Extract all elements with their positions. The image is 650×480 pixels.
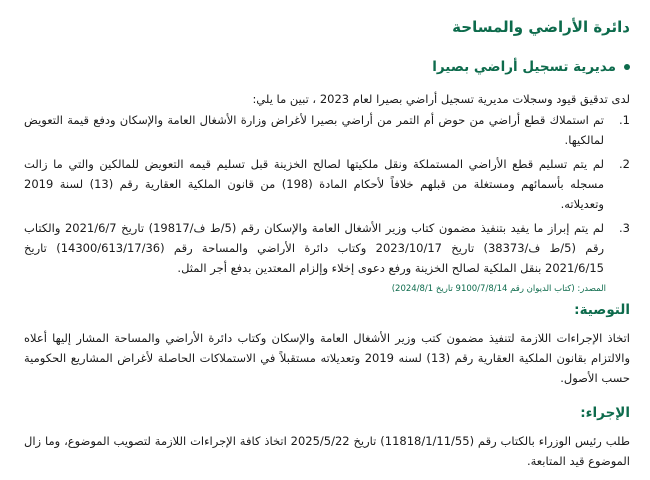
findings-list [24,110,630,282]
bullet-icon [624,64,630,70]
finding-number: 2. [619,157,630,171]
directorate-title-text: مديرية تسجيل أراضي بصيرا [432,59,616,75]
intro-text: لدى تدقيق قيود وسجلات مديرية تسجيل أراضي بصيرا لعام 2023 ، تبين ما يلي: [252,92,630,106]
finding-text: لم يتم إبراز ما يفيد بتنفيذ مضمون كتاب وزير الأشغال العامة والإسكان رقم (5/ط ف/19817) تاريخ 2021/6/7 والكتاب رقم (5/ط ف/38373) تاريخ 2023/10/17 وكتاب دائرة الأراضي والمساحة رقم (14300/613/17/36) تاريخ 2021/6/15 بنقل الملكية لصالح الخزينة ورفع دعوى إخلاء وإلزام المعتدين بدفع أجر المثل. [24,221,604,275]
finding-item [24,110,630,150]
finding-text: لم يتم تسليم قطع الأراضي المستملكة ونقل ملكيتها لصالح الخزينة قبل تسليم قيمه التعويض للمالكين والتي ما زالت مسجله بأسمائهم ومستغلة من قبلهم خلافاً لأحكام المادة (198) من قانون الملكية العقارية رقم (13) لسنة 2019 وتعديلاته. [24,157,604,211]
finding-number: 3. [619,221,630,235]
report-page [14,0,636,480]
finding-text: تم استملاك قطع أراضي من حوض أم التمر من أراضي بصيرا لأغراض وزارة الأشغال العامة والإسكان ودفع قيمة التعويض لمالكيها. [24,113,604,147]
recommendation-heading: التوصية: [574,302,630,318]
procedure-text: طلب رئيس الوزراء بالكتاب رقم (11818/1/11/55) تاريخ 2025/5/22 اتخاذ كافة الإجراءات اللازمة لتصويب الموضوع، وما زال الموضوع قيد المتابعة. [24,434,630,468]
procedure-heading: الإجراء: [580,405,630,421]
finding-number: 1. [619,113,630,127]
directorate-title [432,59,630,75]
finding-item [24,218,630,278]
department-title: دائرة الأراضي والمساحة [452,18,630,36]
source-note: المصدر: (كتاب الديوان رقم 9100/7/8/14 تاريخ 2024/8/1) [391,284,606,294]
finding-item [24,154,630,214]
recommendation-text: اتخاذ الإجراءات اللازمة لتنفيذ مضمون كتب وزير الأشغال العامة والإسكان وكتاب دائرة الأراضي والمساحة المشار إليها أعلاه والالتزام بقانون الملكية العقارية رقم (13) لسنه 2019 وتعديلاته مستقبلاً في الاستملاكات الحاصلة لأغراض المشاريع الحكومية حسب الأصول. [24,331,631,385]
